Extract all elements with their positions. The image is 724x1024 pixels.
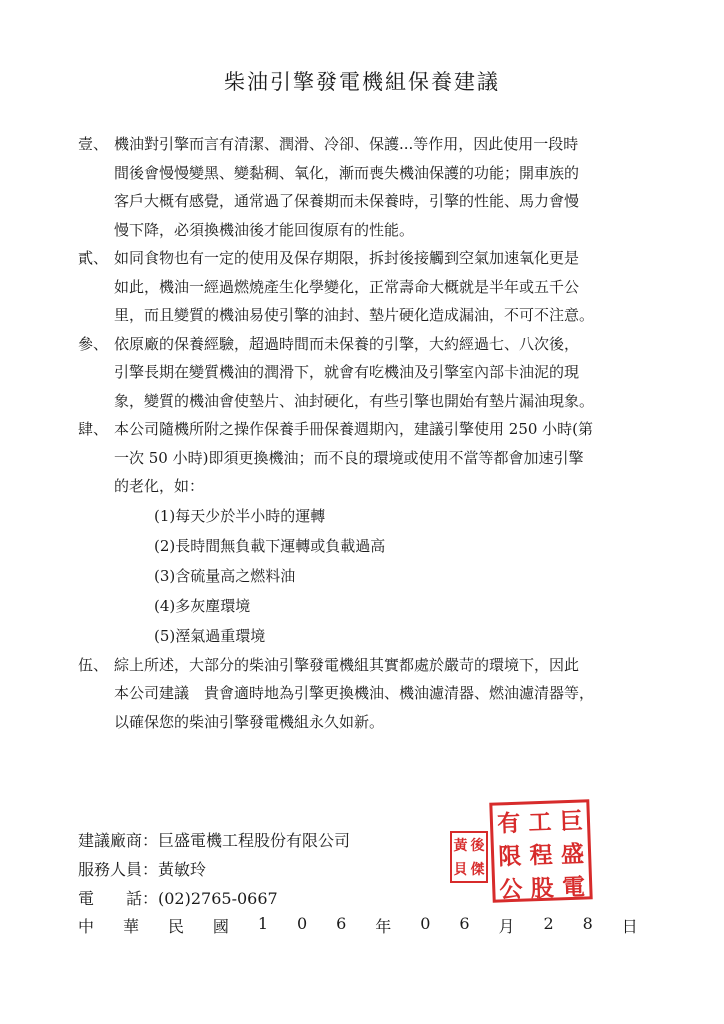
date-char: 年 [375,917,392,936]
company-line: 建議廠商：巨盛電機工程股份有限公司 [78,831,351,850]
date-char: 2 [543,914,554,933]
item-text-line: 慢下降，必須換機油後才能回復原有的性能。 [114,220,415,239]
list-item [78,330,658,416]
item-text-line: 本公司隨機所附之操作保養手冊保養週期內，建議引擎使用 250 小時(第 [114,420,594,438]
date-char: 0 [297,914,308,933]
sub-item: (5)溼氣過重環境 [154,626,266,645]
list-item [78,130,658,244]
item-marker: 貳、 [78,249,109,267]
sub-item: (2)長時間無負載下運轉或負載過高 [154,536,386,555]
item-text-line: 引擎長期在變質機油的潤滑下，就會有吃機油及引擎室內部卡油泥的現 [114,363,580,381]
item-text-line: 綜上所述，大部分的柴油引擎發電機組其實都處於嚴苛的環境下，因此 [114,655,580,674]
seal-char: 巨 [559,808,584,836]
date-char: 民 [167,917,184,936]
sub-item: (1)每天少於半小時的運轉 [154,506,326,525]
list-item [78,415,658,651]
item-text-line: 如同食物也有一定的使用及保存期限，拆封後接觸到空氣加速氧化更是 [114,249,580,267]
item-text-line: 的老化，如： [114,477,205,495]
item-text-line: 如此，機油一經過燃燒產生化學變化，正常壽命大概就是半年或五千公 [114,277,580,296]
item-text-line: 本公司建議 貴會適時地為引擎更換機油、機油濾清器、燃油濾清器等， [114,684,595,702]
seal-char: 電 [561,874,586,902]
item-text-line: 依原廠的保養經驗，超過時間而未保養的引擎，大約經過七、八次後， [114,334,580,353]
seal-char: 後 [470,838,485,854]
date-char: 0 [420,914,431,933]
item-text-line: 一次 50 小時)即須更換機油；而不良的環境或使用不當等都會加速引擎 [114,448,584,467]
seal-char: 盛 [560,841,585,869]
seal-char: 貝 [453,862,468,878]
company-seal [489,799,592,902]
list-item [78,244,658,330]
date-char: 月 [498,917,515,936]
sub-item: (4)多灰塵環境 [154,596,251,615]
date-char: 國 [212,917,229,936]
seal-char: 黃 [453,838,468,854]
item-marker: 伍、 [78,655,109,674]
date-char: 6 [336,914,347,933]
date-char: 1 [257,914,269,933]
item-text-line: 機油對引擎而言有清潔、潤滑、冷卻、保護...等作用，因此使用一段時 [114,135,579,153]
date-char: 華 [122,917,139,936]
item-text-line: 里，而且變質的機油易使引擎的油封、墊片硬化造成漏油，不可不注意。 [114,306,595,324]
personal-seal [450,831,488,883]
item-text-line: 間後會慢慢變黑、變黏稠、氧化，漸而喪失機油保護的功能；開車族的 [114,163,580,182]
contact-info [78,826,350,913]
recommendation-list [78,130,658,736]
seal-char: 限 [497,843,522,871]
item-marker: 肆、 [78,420,109,438]
date-char: 中 [78,917,95,936]
document-date [78,914,638,937]
phone-line: 電 話：(02)2765-0667 [78,889,278,908]
sub-item: (3)含硫量高之燃料油 [154,566,296,585]
seal-char: 程 [529,842,554,870]
seal-char: 公 [499,876,523,904]
item-text-line: 以確保您的柴油引擎發電機組永久如新。 [114,712,385,731]
document-title: 柴油引擎發電機組保養建議 [224,70,500,94]
list-item [78,651,658,737]
seal-char: 有 [496,810,521,838]
item-marker: 壹、 [78,135,109,153]
seal-char: 傑 [470,862,485,878]
date-char: 8 [582,914,593,933]
item-text-line: 象，變質的機油會使墊片、油封硬化，有些引擎也開始有墊片漏油現象。 [114,391,595,410]
date-char: 日 [621,917,638,936]
seal-char: 工 [528,809,552,837]
item-marker: 參、 [78,334,109,353]
staff-line: 服務人員：黃敏玲 [78,860,207,879]
date-char: 6 [459,914,470,933]
item-text-line: 客戶大概有感覺，通常過了保養期而未保養時，引擎的性能、馬力會慢 [114,192,580,210]
seal-char: 股 [530,875,555,903]
